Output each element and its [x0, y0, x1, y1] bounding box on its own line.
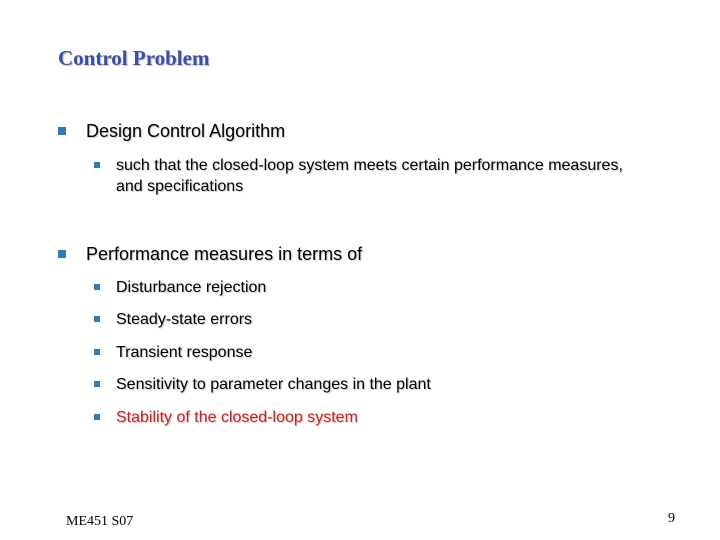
- slide-title: Control Problem: [58, 46, 210, 70]
- subbullet-steady-state-errors: [94, 310, 252, 331]
- bullet-text: Design Control Algorithm: [86, 121, 286, 141]
- subbullet-parameter-sensitivity: [94, 375, 431, 396]
- subbullet-text: Sensitivity to parameter changes in the plant: [116, 376, 431, 393]
- square-bullet-icon: [58, 127, 66, 135]
- subbullet-text-highlighted: Stability of the closed-loop system: [116, 409, 358, 426]
- square-bullet-icon: [94, 284, 100, 290]
- square-bullet-icon: [58, 250, 66, 258]
- slide-footer: ME451 S07: [66, 514, 134, 529]
- subbullet-closed-loop-stability: [94, 408, 358, 429]
- bullet-performance-measures: [58, 243, 362, 266]
- square-bullet-icon: [94, 349, 100, 355]
- square-bullet-icon: [94, 414, 100, 420]
- square-bullet-icon: [94, 316, 100, 322]
- square-bullet-icon: [94, 381, 100, 387]
- subbullet-disturbance-rejection: [94, 278, 266, 299]
- subbullet-text: Transient response: [116, 344, 253, 361]
- subbullet-text: Steady-state errors: [116, 311, 253, 328]
- bullet-design-control-algorithm: [58, 120, 285, 143]
- subbullet-closed-loop-requirements: [94, 156, 636, 198]
- bullet-text: Performance measures in terms of: [86, 244, 363, 264]
- square-bullet-icon: [94, 162, 100, 168]
- subbullet-transient-response: [94, 343, 252, 364]
- subbullet-text: such that the closed-loop system meets certain performance measures, and specifications: [116, 157, 623, 195]
- page-number: 9: [668, 511, 675, 526]
- subbullet-text: Disturbance rejection: [116, 279, 267, 296]
